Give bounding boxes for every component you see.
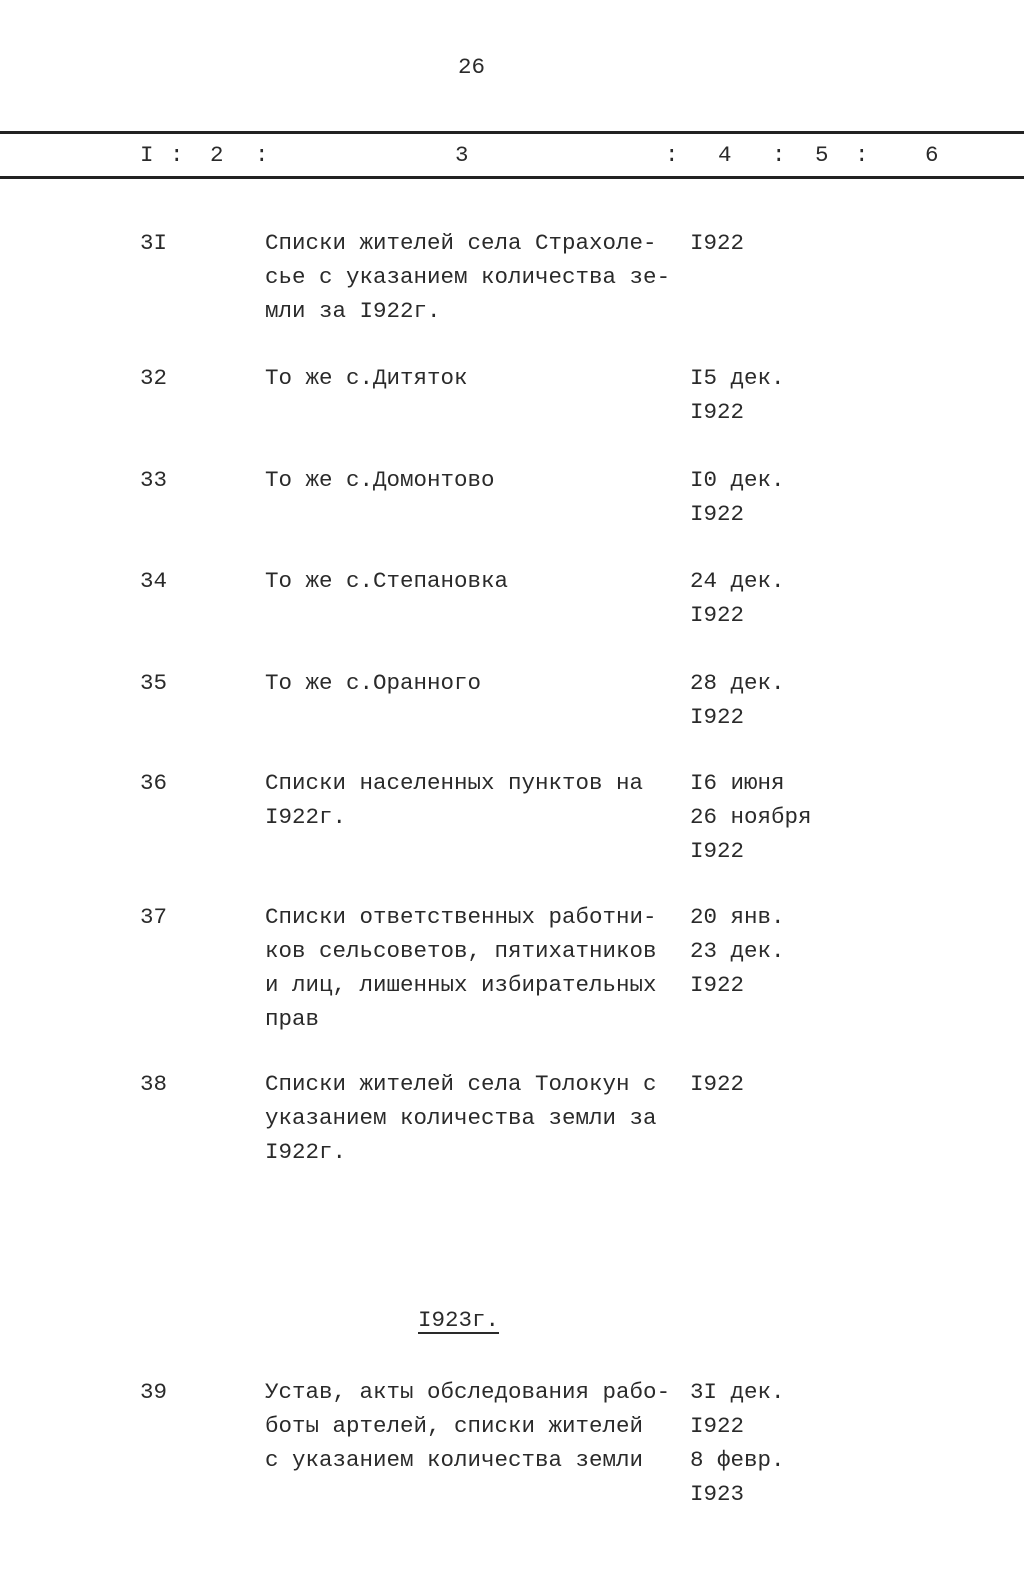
page-number: 26	[458, 54, 486, 80]
header-bottom-rule	[0, 176, 1024, 179]
header-top-rule	[0, 131, 1024, 134]
entry-number: 3I	[140, 230, 168, 256]
col-sep: :	[855, 142, 869, 168]
col-5: 5	[815, 142, 829, 168]
col-3: 3	[455, 142, 469, 168]
entry-date: 28 дек. I922	[690, 670, 785, 730]
entry-date: 24 дек. I922	[690, 568, 785, 628]
entry-date: I5 дек. I922	[690, 365, 785, 425]
col-2: 2	[210, 142, 224, 168]
entry-description: То же с.Степановка	[265, 568, 509, 594]
entry-date: I922	[690, 1071, 745, 1097]
section-heading: I923г.	[418, 1307, 500, 1333]
entry-number: 38	[140, 1071, 168, 1097]
col-6: 6	[925, 142, 939, 168]
col-sep: :	[170, 142, 184, 168]
entry-description: Списки жителей села Страхоле- сье с указанием количества зе- мли за I922г.	[265, 230, 671, 324]
entry-description: Списки ответственных работни- ков сельсоветов, пятихатников и лиц, лишенных избирательных прав	[265, 904, 657, 1032]
entry-number: 37	[140, 904, 168, 930]
col-sep: :	[665, 142, 679, 168]
entry-description: То же с.Домонтово	[265, 467, 495, 493]
col-4: 4	[718, 142, 732, 168]
entry-description: То же с.Дитяток	[265, 365, 468, 391]
entry-date: 3I дек. I922 8 февр. I923	[690, 1379, 785, 1507]
entry-number: 39	[140, 1379, 168, 1405]
entry-number: 34	[140, 568, 168, 594]
col-sep: :	[255, 142, 269, 168]
entry-date: I6 июня 26 ноября I922	[690, 770, 812, 864]
entry-description: То же с.Оранного	[265, 670, 482, 696]
entry-number: 36	[140, 770, 168, 796]
col-1: I	[140, 142, 154, 168]
entry-description: Списки населенных пунктов на I922г.	[265, 770, 644, 830]
entry-number: 33	[140, 467, 168, 493]
col-sep: :	[772, 142, 786, 168]
entry-date: I0 дек. I922	[690, 467, 785, 527]
entry-date: 20 янв. 23 дек. I922	[690, 904, 785, 998]
entry-number: 32	[140, 365, 168, 391]
entry-number: 35	[140, 670, 168, 696]
entry-description: Списки жителей села Толокун с указанием количества земли за I922г.	[265, 1071, 657, 1165]
entry-date: I922	[690, 230, 745, 256]
entry-description: Устав, акты обследования рабо- боты артелей, списки жителей с указанием количества земли	[265, 1379, 671, 1473]
